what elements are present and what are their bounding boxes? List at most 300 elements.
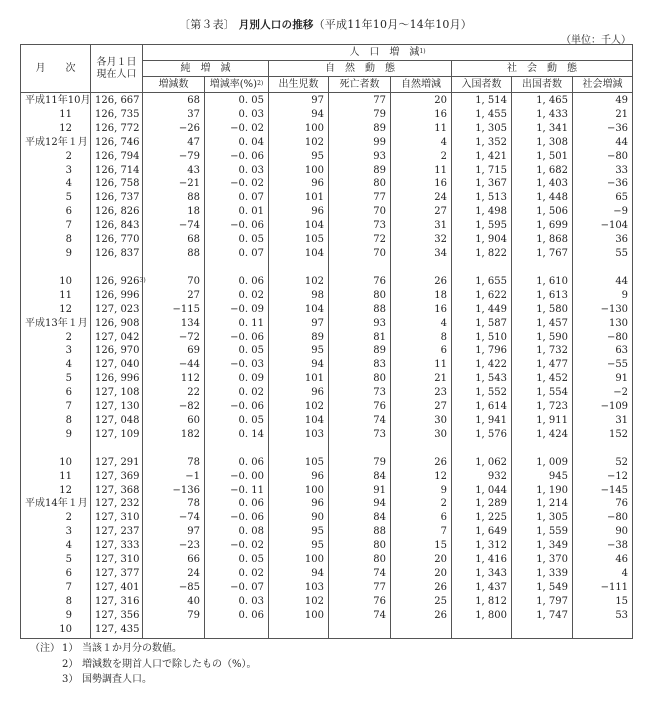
table-row <box>21 358 633 372</box>
cell-deaths: 88 <box>329 525 391 539</box>
cell-net-rate: 0. 02 <box>205 386 269 400</box>
cell-exits: 1, 911 <box>512 414 573 428</box>
population-table <box>20 44 633 639</box>
table-row <box>21 317 633 331</box>
cell-natural-net: 26 <box>391 456 452 470</box>
cell-net-rate: −0. 03 <box>205 358 269 372</box>
cell-net-count <box>143 623 205 638</box>
cell-exits: 945 <box>512 470 573 484</box>
cell-deaths: 79 <box>329 108 391 122</box>
cell-births: 104 <box>269 247 329 261</box>
table-row <box>21 136 633 150</box>
unit-label: （単位：千人） <box>561 35 631 46</box>
table-row <box>21 581 633 595</box>
cell-natural-net: 27 <box>391 400 452 414</box>
header-social-change: 社 会 動 態 <box>452 61 633 77</box>
cell-natural-net: 16 <box>391 303 452 317</box>
cell-net-count: −21 <box>143 177 205 191</box>
cell-net-rate: 0. 11 <box>205 317 269 331</box>
cell-population: 127, 401 <box>91 581 143 595</box>
cell-month: 7 <box>21 219 91 233</box>
cell-exits: 1, 457 <box>512 317 573 331</box>
cell-social-net: 152 <box>573 428 633 442</box>
cell-deaths: 73 <box>329 428 391 442</box>
cell-natural-net: 9 <box>391 484 452 498</box>
cell-deaths: 76 <box>329 275 391 289</box>
cell-net-count: −26 <box>143 122 205 136</box>
footnote-label: （注） <box>30 643 60 654</box>
cell-exits: 1, 580 <box>512 303 573 317</box>
cell-natural-net: 30 <box>391 414 452 428</box>
cell-net-rate: 0. 05 <box>205 344 269 358</box>
cell-month: 3 <box>21 164 91 178</box>
cell-population: 126, 843 <box>91 219 143 233</box>
cell-net-count: 112 <box>143 372 205 386</box>
cell-exits <box>512 623 573 638</box>
cell-population: 126, 908 <box>91 317 143 331</box>
cell-births: 103 <box>269 428 329 442</box>
cell-population: 126, 746 <box>91 136 143 150</box>
cell-social-net: 31 <box>573 414 633 428</box>
cell-natural-net: 34 <box>391 247 452 261</box>
cell-deaths: 77 <box>329 191 391 205</box>
cell-net-count: 69 <box>143 344 205 358</box>
cell-net-count: 88 <box>143 191 205 205</box>
cell-month: 4 <box>21 358 91 372</box>
cell-entries: 1, 649 <box>452 525 512 539</box>
cell-entries: 1, 812 <box>452 595 512 609</box>
cell-net-rate: 0. 06 <box>205 456 269 470</box>
cell-births: 101 <box>269 191 329 205</box>
cell-births: 95 <box>269 539 329 553</box>
header-natural-change: 自 然 動 態 <box>269 61 452 77</box>
cell-population: 127, 232 <box>91 497 143 511</box>
cell-exits: 1, 448 <box>512 191 573 205</box>
table-main-title: 月別人口の推移 <box>238 19 314 31</box>
cell-deaths <box>329 623 391 638</box>
cell-births: 100 <box>269 484 329 498</box>
cell-entries: 1, 514 <box>452 93 512 108</box>
table-row <box>21 386 633 400</box>
cell-net-rate: −0. 02 <box>205 539 269 553</box>
cell-net-rate: −0. 06 <box>205 400 269 414</box>
table-row <box>21 122 633 136</box>
cell-net-count: −74 <box>143 511 205 525</box>
cell-entries: 1, 576 <box>452 428 512 442</box>
cell-month: 12 <box>21 122 91 136</box>
cell-population: 126, 667 <box>91 93 143 108</box>
cell-deaths: 93 <box>329 150 391 164</box>
cell-month: 10 <box>21 275 91 289</box>
cell-entries: 1, 595 <box>452 219 512 233</box>
cell-entries: 1, 305 <box>452 122 512 136</box>
cell-month: 5 <box>21 191 91 205</box>
cell-births: 100 <box>269 609 329 623</box>
cell-natural-net: 20 <box>391 93 452 108</box>
cell-natural-net: 24 <box>391 191 452 205</box>
cell-entries: 932 <box>452 470 512 484</box>
footnotes <box>30 641 257 688</box>
cell-exits: 1, 433 <box>512 108 573 122</box>
cell-social-net: 15 <box>573 595 633 609</box>
cell-net-rate: −0. 06 <box>205 150 269 164</box>
table-row <box>21 623 633 638</box>
cell-population: 126, 826 <box>91 205 143 219</box>
cell-births: 100 <box>269 122 329 136</box>
cell-month: 平成11年10月 <box>21 93 91 108</box>
cell-births: 105 <box>269 233 329 247</box>
cell-population: 126, 737 <box>91 191 143 205</box>
cell-population: 127, 130 <box>91 400 143 414</box>
cell-exits: 1, 465 <box>512 93 573 108</box>
cell-entries: 1, 352 <box>452 136 512 150</box>
cell-entries: 1, 343 <box>452 567 512 581</box>
cell-exits: 1, 349 <box>512 539 573 553</box>
cell-entries: 1, 822 <box>452 247 512 261</box>
cell-net-rate: 0. 04 <box>205 136 269 150</box>
cell-month: 7 <box>21 400 91 414</box>
table-row <box>21 428 633 442</box>
cell-social-net: −80 <box>573 511 633 525</box>
cell-exits: 1, 506 <box>512 205 573 219</box>
cell-population: 126, 837 <box>91 247 143 261</box>
cell-deaths: 94 <box>329 497 391 511</box>
cell-month: 平成12年１月 <box>21 136 91 150</box>
cell-exits: 1, 723 <box>512 400 573 414</box>
cell-month: 12 <box>21 484 91 498</box>
cell-births: 96 <box>269 205 329 219</box>
cell-births: 100 <box>269 164 329 178</box>
cell-net-count: 182 <box>143 428 205 442</box>
cell-net-count: 18 <box>143 205 205 219</box>
cell-month: 6 <box>21 386 91 400</box>
header-births: 出生児数 <box>269 77 329 93</box>
cell-social-net: −130 <box>573 303 633 317</box>
cell-entries: 1, 044 <box>452 484 512 498</box>
cell-natural-net: 6 <box>391 511 452 525</box>
cell-entries: 1, 587 <box>452 317 512 331</box>
cell-entries: 1, 498 <box>452 205 512 219</box>
spacer-row <box>21 261 633 275</box>
cell-exits: 1, 797 <box>512 595 573 609</box>
footnote-item: 2） 増減数を期首人口で除したもの（%）。 <box>62 658 257 670</box>
cell-net-rate: 0. 02 <box>205 567 269 581</box>
cell-natural-net: 26 <box>391 609 452 623</box>
cell-births: 102 <box>269 136 329 150</box>
table-row <box>21 497 633 511</box>
cell-social-net: −36 <box>573 177 633 191</box>
cell-month: 8 <box>21 233 91 247</box>
cell-net-rate: 0. 07 <box>205 191 269 205</box>
cell-population: 127, 040 <box>91 358 143 372</box>
header-month: 月 次 <box>21 45 91 93</box>
cell-social-net: −9 <box>573 205 633 219</box>
cell-month: 3 <box>21 525 91 539</box>
cell-net-count: −72 <box>143 331 205 345</box>
cell-month: 2 <box>21 511 91 525</box>
cell-entries: 1, 796 <box>452 344 512 358</box>
cell-deaths: 74 <box>329 609 391 623</box>
cell-social-net: 130 <box>573 317 633 331</box>
cell-entries: 1, 062 <box>452 456 512 470</box>
cell-births: 94 <box>269 567 329 581</box>
header-entries: 入国者数 <box>452 77 512 93</box>
cell-net-count: 70 <box>143 275 205 289</box>
cell-natural-net: 20 <box>391 567 452 581</box>
cell-population: 126, 735 <box>91 108 143 122</box>
cell-deaths: 73 <box>329 219 391 233</box>
cell-month: 10 <box>21 456 91 470</box>
table-row <box>21 275 633 289</box>
cell-month: 11 <box>21 289 91 303</box>
cell-exits: 1, 339 <box>512 567 573 581</box>
cell-net-count: 134 <box>143 317 205 331</box>
cell-entries: 1, 941 <box>452 414 512 428</box>
cell-deaths: 80 <box>329 289 391 303</box>
cell-net-rate: 0. 07 <box>205 247 269 261</box>
table-title <box>0 16 651 32</box>
cell-natural-net: 16 <box>391 108 452 122</box>
cell-natural-net: 25 <box>391 595 452 609</box>
cell-natural-net: 4 <box>391 317 452 331</box>
table-row <box>21 484 633 498</box>
cell-social-net: 44 <box>573 275 633 289</box>
header-social-net: 社会増減 <box>573 77 633 93</box>
cell-population: 127, 291 <box>91 456 143 470</box>
cell-entries: 1, 513 <box>452 191 512 205</box>
cell-net-count: −74 <box>143 219 205 233</box>
cell-entries: 1, 614 <box>452 400 512 414</box>
cell-net-rate: 0. 03 <box>205 595 269 609</box>
cell-entries: 1, 289 <box>452 497 512 511</box>
table-row <box>21 331 633 345</box>
cell-population: 127, 377 <box>91 567 143 581</box>
cell-net-count: 24 <box>143 567 205 581</box>
header-net-count: 増減数 <box>143 77 205 93</box>
cell-month: 7 <box>21 581 91 595</box>
table-row <box>21 191 633 205</box>
header-net-change: 純 増 減 <box>143 61 269 77</box>
footnote-marker: 2) <box>257 79 264 87</box>
cell-births: 104 <box>269 219 329 233</box>
header-population: 各月１日 現在人口 <box>91 45 143 93</box>
cell-population: 126, 996 <box>91 289 143 303</box>
cell-net-count: −23 <box>143 539 205 553</box>
cell-net-count: 37 <box>143 108 205 122</box>
cell-births: 96 <box>269 470 329 484</box>
cell-month: 4 <box>21 539 91 553</box>
table-row <box>21 93 633 108</box>
cell-births: 94 <box>269 108 329 122</box>
table-row <box>21 372 633 386</box>
cell-births: 95 <box>269 150 329 164</box>
table-row <box>21 400 633 414</box>
cell-natural-net: 21 <box>391 372 452 386</box>
cell-exits: 1, 554 <box>512 386 573 400</box>
cell-natural-net: 11 <box>391 122 452 136</box>
cell-deaths: 99 <box>329 136 391 150</box>
cell-population: 127, 369 <box>91 470 143 484</box>
cell-natural-net: 11 <box>391 358 452 372</box>
cell-month: 4 <box>21 177 91 191</box>
cell-social-net: −80 <box>573 331 633 345</box>
header-net-rate: 増減率(%)$^{2)}$ <box>205 77 269 93</box>
footnote-item: 3） 国勢調査人口。 <box>62 674 152 685</box>
cell-net-rate: −0. 02 <box>205 122 269 136</box>
cell-net-count: 40 <box>143 595 205 609</box>
cell-social-net: 33 <box>573 164 633 178</box>
cell-births: 96 <box>269 386 329 400</box>
cell-social-net: −36 <box>573 122 633 136</box>
header-deaths: 死亡者数 <box>329 77 391 93</box>
cell-month: 5 <box>21 553 91 567</box>
cell-deaths: 70 <box>329 205 391 219</box>
cell-net-rate: 0. 09 <box>205 372 269 386</box>
cell-births: 103 <box>269 581 329 595</box>
cell-deaths: 73 <box>329 386 391 400</box>
cell-exits: 1, 732 <box>512 344 573 358</box>
cell-net-count: 60 <box>143 414 205 428</box>
cell-entries: 1, 904 <box>452 233 512 247</box>
table-row <box>21 108 633 122</box>
cell-population: 127, 316 <box>91 595 143 609</box>
cell-social-net: 46 <box>573 553 633 567</box>
cell-births: 100 <box>269 553 329 567</box>
cell-month: 9 <box>21 428 91 442</box>
cell-month: 2 <box>21 331 91 345</box>
table-row <box>21 553 633 567</box>
table-row <box>21 414 633 428</box>
cell-births: 97 <box>269 93 329 108</box>
cell-exits: 1, 305 <box>512 511 573 525</box>
cell-population: 127, 108 <box>91 386 143 400</box>
cell-net-count: 97 <box>143 525 205 539</box>
cell-deaths: 93 <box>329 317 391 331</box>
cell-exits: 1, 341 <box>512 122 573 136</box>
cell-net-count: 27 <box>143 289 205 303</box>
header-natural-net: 自然増減 <box>391 77 452 93</box>
cell-births: 95 <box>269 344 329 358</box>
cell-net-count: −85 <box>143 581 205 595</box>
cell-entries: 1, 416 <box>452 553 512 567</box>
cell-net-count: 68 <box>143 93 205 108</box>
cell-entries: 1, 421 <box>452 150 512 164</box>
cell-exits: 1, 559 <box>512 525 573 539</box>
cell-net-rate: 0. 06 <box>205 609 269 623</box>
cell-net-count: 88 <box>143 247 205 261</box>
cell-population: 127, 109 <box>91 428 143 442</box>
cell-exits: 1, 403 <box>512 177 573 191</box>
cell-natural-net <box>391 623 452 638</box>
cell-natural-net: 16 <box>391 177 452 191</box>
cell-net-rate: 0. 05 <box>205 414 269 428</box>
cell-population: 126, 996 <box>91 372 143 386</box>
table-row <box>21 150 633 164</box>
cell-net-rate: 0. 05 <box>205 233 269 247</box>
cell-population: 126, 772 <box>91 122 143 136</box>
table-row <box>21 539 633 553</box>
cell-population: 127, 048 <box>91 414 143 428</box>
cell-deaths: 80 <box>329 553 391 567</box>
cell-net-rate: 0. 05 <box>205 553 269 567</box>
cell-month: 5 <box>21 372 91 386</box>
cell-natural-net: 26 <box>391 581 452 595</box>
cell-deaths: 80 <box>329 372 391 386</box>
cell-natural-net: 30 <box>391 428 452 442</box>
table-row <box>21 164 633 178</box>
cell-deaths: 83 <box>329 358 391 372</box>
cell-net-count: 79 <box>143 609 205 623</box>
cell-population: 127, 356 <box>91 609 143 623</box>
cell-net-count: 22 <box>143 386 205 400</box>
table-body <box>21 93 633 639</box>
cell-exits: 1, 590 <box>512 331 573 345</box>
cell-net-rate: 0. 08 <box>205 525 269 539</box>
cell-entries: 1, 437 <box>452 581 512 595</box>
cell-social-net: 36 <box>573 233 633 247</box>
cell-deaths: 84 <box>329 470 391 484</box>
cell-net-rate: −0. 00 <box>205 470 269 484</box>
table-row <box>21 511 633 525</box>
table-row <box>21 567 633 581</box>
cell-natural-net: 20 <box>391 553 452 567</box>
cell-social-net: 63 <box>573 344 633 358</box>
cell-deaths: 74 <box>329 567 391 581</box>
cell-net-count: 47 <box>143 136 205 150</box>
cell-social-net: 91 <box>573 372 633 386</box>
table-row <box>21 247 633 261</box>
cell-social-net: 49 <box>573 93 633 108</box>
cell-births: 102 <box>269 400 329 414</box>
cell-entries: 1, 225 <box>452 511 512 525</box>
cell-month: 8 <box>21 414 91 428</box>
cell-social-net: −109 <box>573 400 633 414</box>
cell-entries: 1, 312 <box>452 539 512 553</box>
cell-net-rate: 0. 14 <box>205 428 269 442</box>
cell-population: 127, 310 <box>91 511 143 525</box>
cell-natural-net: 11 <box>391 164 452 178</box>
cell-net-rate: −0. 07 <box>205 581 269 595</box>
cell-deaths: 76 <box>329 400 391 414</box>
cell-entries: 1, 510 <box>452 331 512 345</box>
cell-social-net: 52 <box>573 456 633 470</box>
cell-natural-net: 2 <box>391 150 452 164</box>
cell-population: 126, 714 <box>91 164 143 178</box>
cell-social-net: −80 <box>573 150 633 164</box>
cell-exits: 1, 613 <box>512 289 573 303</box>
table-row <box>21 470 633 484</box>
cell-net-count: −1 <box>143 470 205 484</box>
cell-entries: 1, 715 <box>452 164 512 178</box>
cell-entries: 1, 367 <box>452 177 512 191</box>
cell-month: 11 <box>21 108 91 122</box>
cell-exits: 1, 452 <box>512 372 573 386</box>
cell-deaths: 89 <box>329 122 391 136</box>
cell-entries <box>452 623 512 638</box>
cell-exits: 1, 682 <box>512 164 573 178</box>
footnote-marker: 1) <box>419 47 426 55</box>
cell-net-count: −82 <box>143 400 205 414</box>
cell-exits: 1, 767 <box>512 247 573 261</box>
cell-entries: 1, 449 <box>452 303 512 317</box>
cell-exits: 1, 009 <box>512 456 573 470</box>
cell-deaths: 84 <box>329 511 391 525</box>
cell-natural-net: 23 <box>391 386 452 400</box>
cell-social-net: 76 <box>573 497 633 511</box>
cell-deaths: 77 <box>329 93 391 108</box>
cell-natural-net: 6 <box>391 344 452 358</box>
table-row <box>21 177 633 191</box>
